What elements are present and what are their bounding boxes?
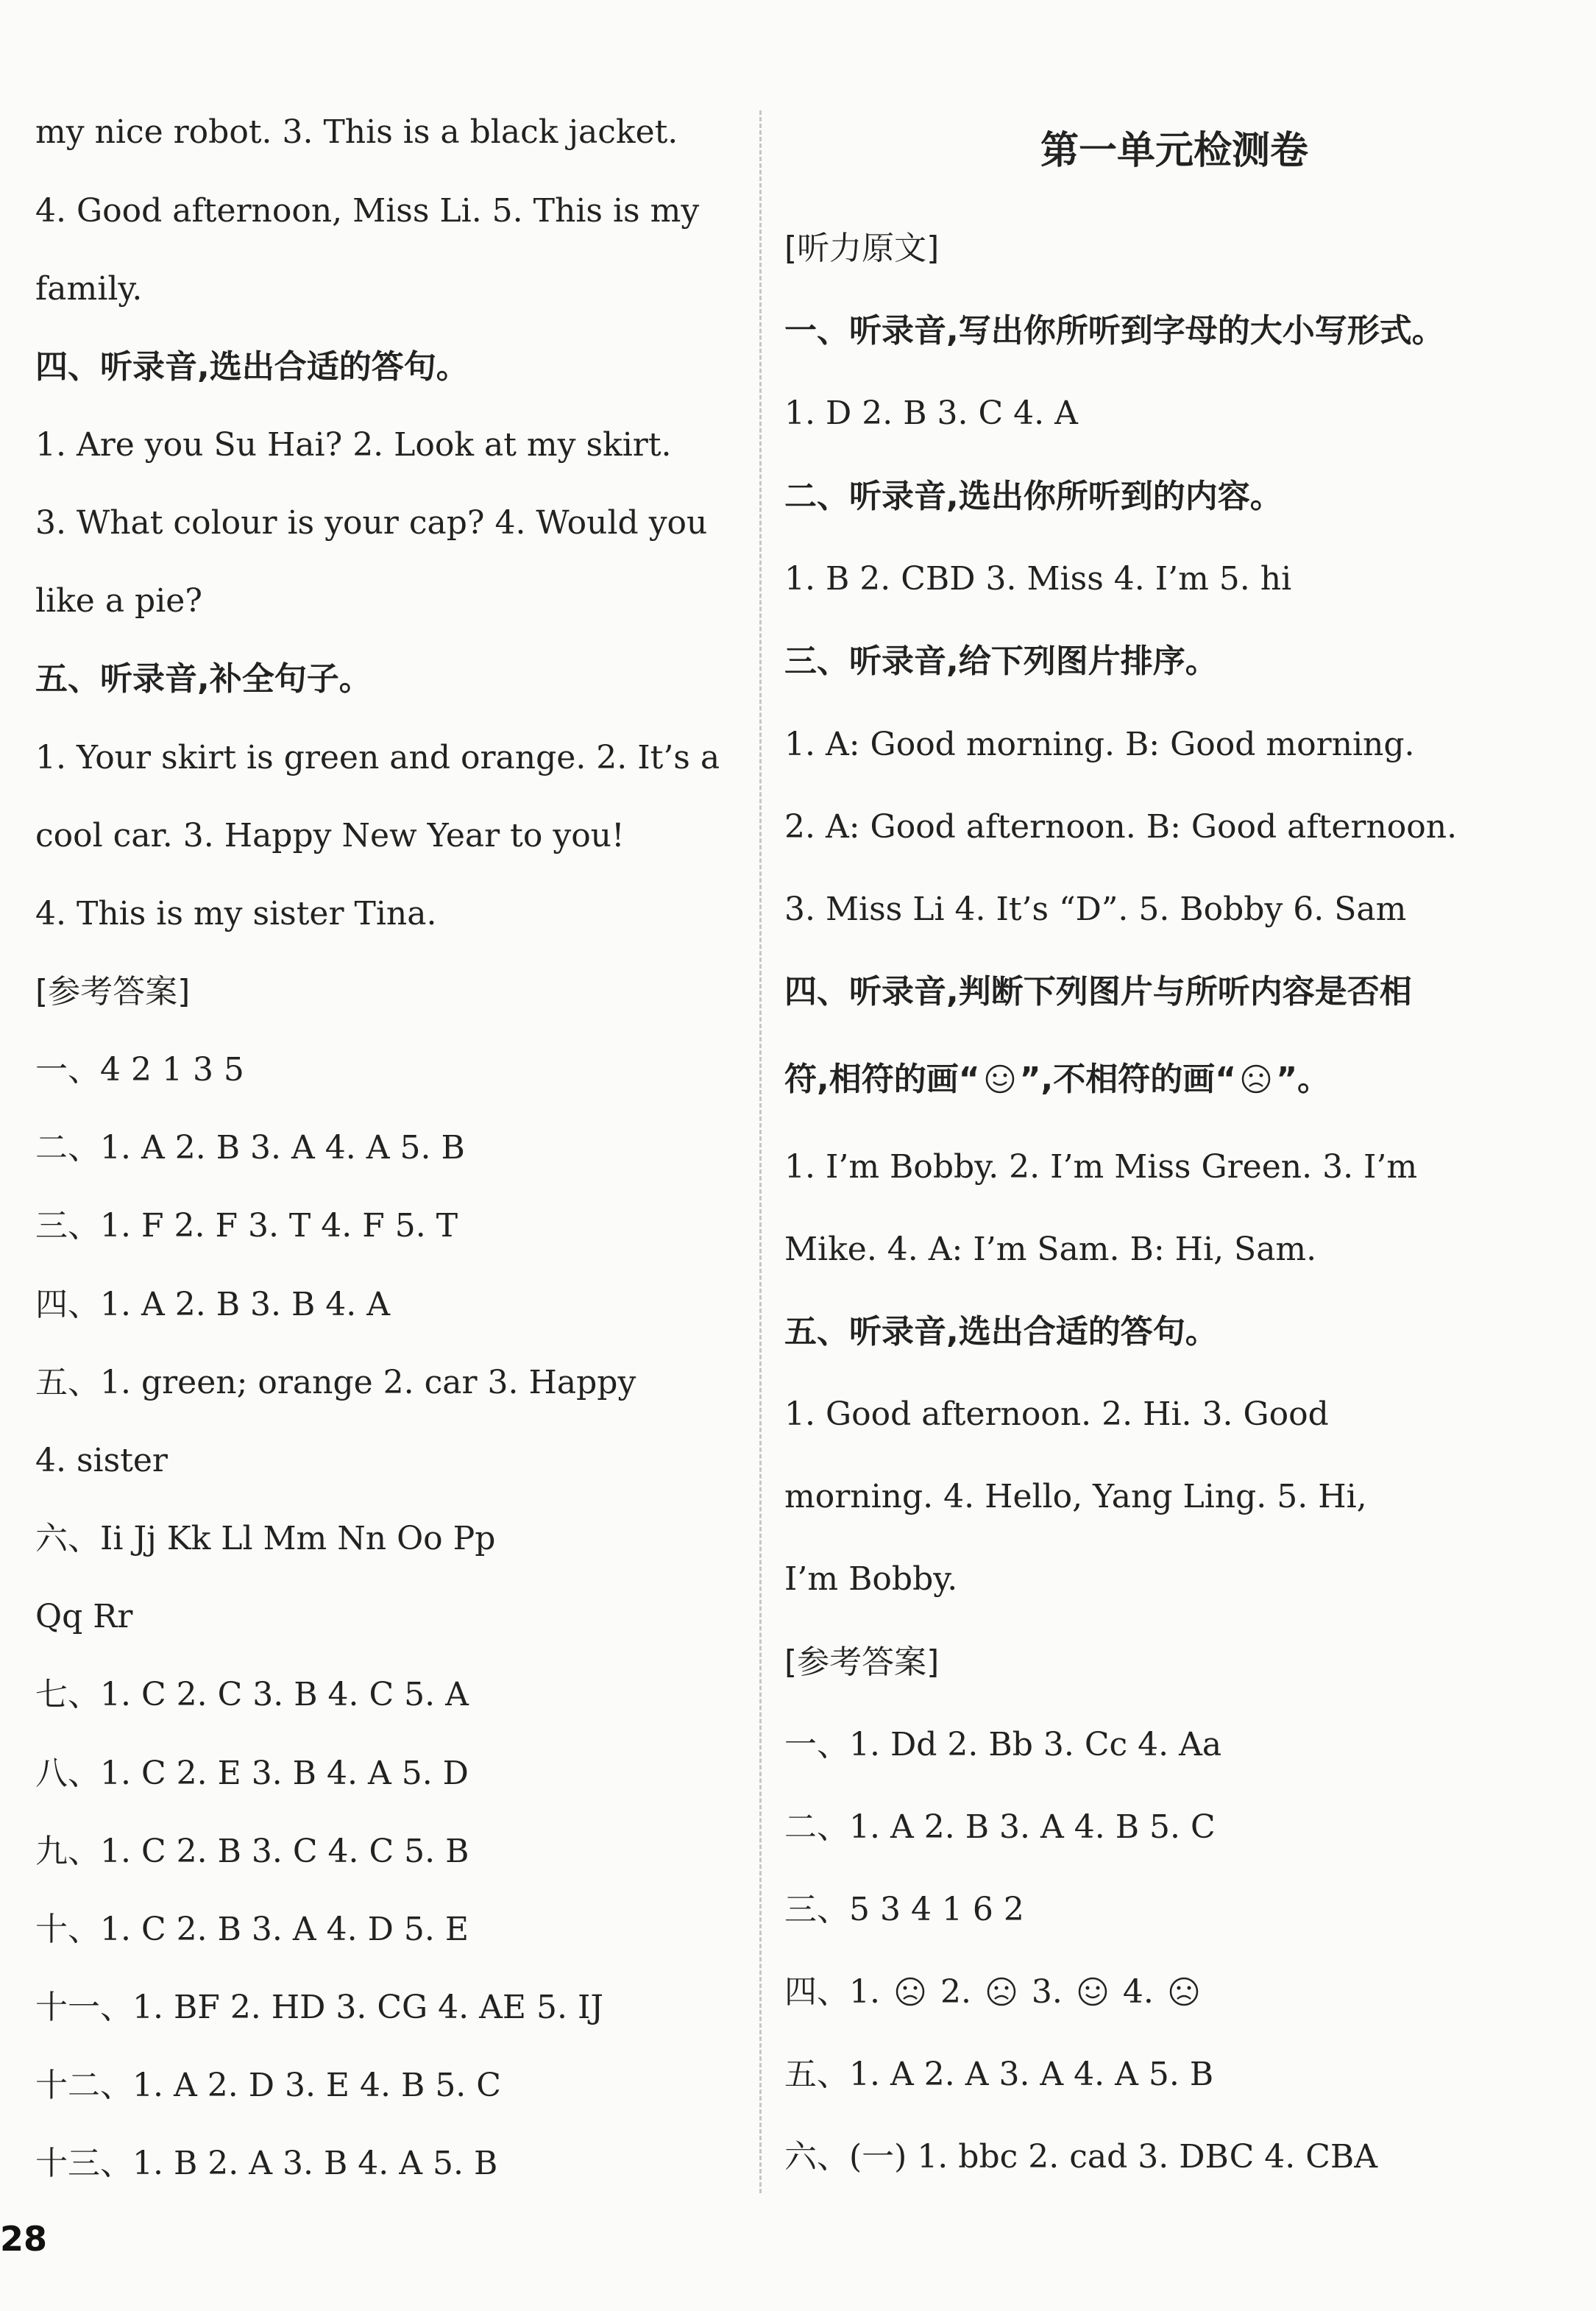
answer-line: 五、1. green; orange 2. car 3. Happy (35, 1364, 636, 1401)
answer-part: 2. (929, 1973, 982, 2011)
sad-face-icon (895, 1975, 926, 2006)
answer-line: 七、1. C 2. C 3. B 4. C 5. A (35, 1676, 469, 1713)
answer-line: 五、1. A 2. A 3. A 4. A 5. B (784, 2056, 1214, 2093)
text-line: 1. Good afternoon. 2. Hi. 3. Good (784, 1395, 1329, 1433)
answer-line: 一、1. Dd 2. Bb 3. Cc 4. Aa (784, 1726, 1222, 1763)
answer-line-faces (784, 1970, 1204, 2014)
answer-line: 二、1. A 2. B 3. A 4. B 5. C (784, 1808, 1216, 1846)
page-number: 28 (0, 2219, 48, 2259)
answer-line: 三、5 3 4 1 6 2 (784, 1891, 1024, 1928)
section-heading: 五、听录音,选出合适的答句。 (784, 1313, 1218, 1351)
text-line: my nice robot. 3. This is a black jacket. (35, 113, 678, 151)
answer-line: 4. sister (35, 1442, 168, 1479)
text-line: 1. Your skirt is green and orange. 2. It’s a (35, 739, 720, 776)
answer-line: 二、1. A 2. B 3. A 4. A 5. B (35, 1129, 465, 1167)
column-divider (759, 110, 762, 2193)
text-line: like a pie? (35, 582, 202, 620)
answer-line: 十一、1. BF 2. HD 3. CG 4. AE 5. IJ (35, 1989, 604, 2026)
answer-part: 4. (1112, 1973, 1164, 2011)
answer-line: 十、1. C 2. B 3. A 4. D 5. E (35, 1911, 469, 1948)
section-heading: 二、听录音,选出你所听到的内容。 (784, 478, 1283, 515)
heading-part: ”,不相符的画“ (1019, 1061, 1237, 1098)
answer-line: 八、1. C 2. E 3. B 4. A 5. D (35, 1755, 469, 1792)
listening-script-heading: [听力原文] (784, 230, 940, 267)
answer-part: 四、1. (784, 1973, 890, 2011)
section-heading-faces (784, 1058, 1330, 1102)
answer-line: 四、1. A 2. B 3. B 4. A (35, 1286, 391, 1323)
text-line: 1. Are you Su Hai? 2. Look at my skirt. (35, 426, 672, 464)
text-line: 1. I’m Bobby. 2. I’m Miss Green. 3. I’m (784, 1148, 1418, 1186)
text-line: 1. B 2. CBD 3. Miss 4. I’m 5. hi (784, 560, 1292, 598)
answer-line: 六、(一) 1. bbc 2. cad 3. DBC 4. CBA (784, 2138, 1378, 2176)
section-heading: 三、听录音,给下列图片排序。 (784, 643, 1218, 680)
text-line: cool car. 3. Happy New Year to you! (35, 817, 625, 854)
answer-line: 十三、1. B 2. A 3. B 4. A 5. B (35, 2145, 498, 2182)
section-heading: 五、听录音,补全句子。 (35, 660, 372, 698)
section-heading: 一、听录音,写出你所听到字母的大小写形式。 (784, 312, 1444, 350)
text-line: morning. 4. Hello, Yang Ling. 5. Hi, (784, 1478, 1367, 1515)
text-line: 1. D 2. B 3. C 4. A (784, 394, 1078, 432)
answer-line: 九、1. C 2. B 3. C 4. C 5. B (35, 1833, 469, 1870)
answer-line: 十二、1. A 2. D 3. E 4. B 5. C (35, 2067, 501, 2104)
answer-line: 三、1. F 2. F 3. T 4. F 5. T (35, 1207, 458, 1245)
heading-part: ”。 (1276, 1061, 1330, 1098)
text-line: 1. A: Good morning. B: Good morning. (784, 726, 1415, 763)
heading-part: 符,相符的画“ (784, 1061, 980, 1098)
answer-line: 一、4 2 1 3 5 (35, 1051, 244, 1089)
answer-key-heading: [参考答案] (35, 973, 191, 1011)
section-heading: 四、听录音,选出合适的答句。 (35, 348, 469, 386)
smiley-face-icon (1077, 1975, 1108, 2006)
text-line: family. (35, 270, 143, 308)
text-line: Mike. 4. A: I’m Sam. B: Hi, Sam. (784, 1231, 1317, 1268)
text-line: 4. This is my sister Tina. (35, 895, 437, 932)
text-line: I’m Bobby. (784, 1560, 958, 1598)
answer-key-heading: [参考答案] (784, 1643, 940, 1681)
answer-line: Qq Rr (35, 1598, 133, 1635)
text-line: 4. Good afternoon, Miss Li. 5. This is my (35, 192, 700, 230)
smiley-face-icon (985, 1062, 1015, 1093)
unit-test-title: 第一单元检测卷 (1040, 129, 1308, 173)
sad-face-icon (1241, 1062, 1272, 1093)
sad-face-icon (1168, 1975, 1199, 2006)
text-line: 3. Miss Li 4. It’s “D”. 5. Bobby 6. Sam (784, 891, 1407, 928)
text-line: 2. A: Good afternoon. B: Good afternoon. (784, 808, 1458, 846)
section-heading: 四、听录音,判断下列图片与所听内容是否相 (784, 973, 1412, 1011)
answer-part: 3. (1021, 1973, 1073, 2011)
text-line: 3. What colour is your cap? 4. Would you (35, 504, 708, 542)
sad-face-icon (986, 1975, 1017, 2006)
answer-line: 六、Ii Jj Kk Ll Mm Nn Oo Pp (35, 1520, 496, 1557)
